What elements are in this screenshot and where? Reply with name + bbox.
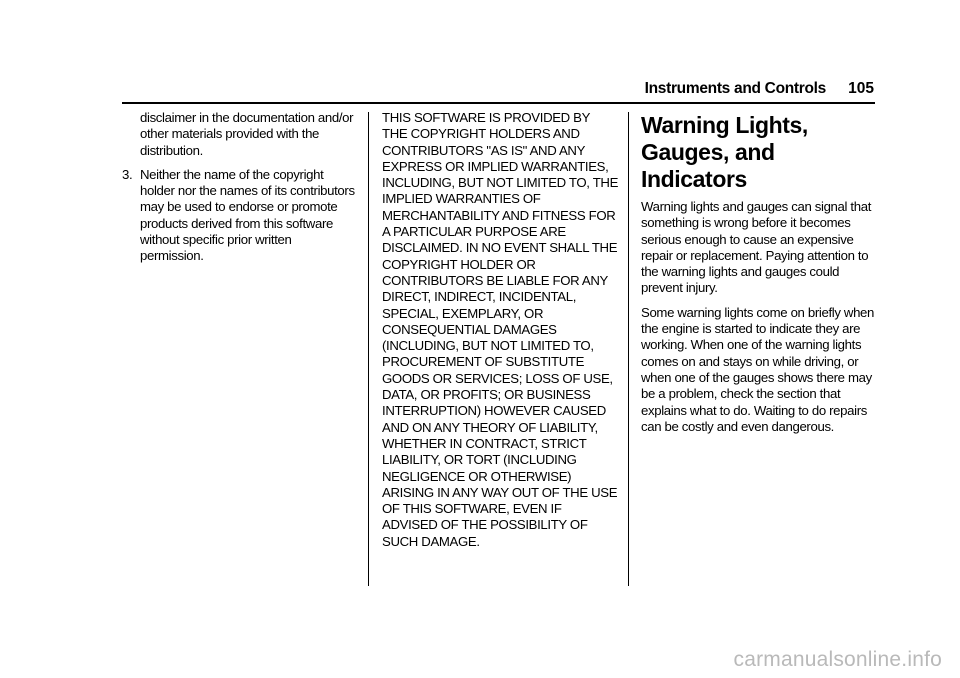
page-number: 105 xyxy=(848,80,874,97)
list-item xyxy=(122,167,358,265)
watermark: carmanualsonline.info xyxy=(733,648,942,671)
list-number: 3. xyxy=(122,166,133,182)
warranty-disclaimer: THIS SOFTWARE IS PROVIDED BY THE COPYRIGHT HOLDERS AND CONTRIBUTORS "AS IS" AND ANY EXPRESS OR IMPLIED WARRANTIES, INCLUDING, BUT NOT LIMITED TO, THE IMPLIED WARRANTIES OF MERCHANTABILITY AND FITNESS FOR A PARTICULAR PURPOSE ARE DISCLAIMED. IN NO EVENT SHALL THE COPYRIGHT HOLDER OR CONTRIBUTORS BE LIABLE FOR ANY DIRECT, INDIRECT, INCIDENTAL, SPECIAL, EXEMPLARY, OR CONSEQUENTIAL DAMAGES (INCLUDING, BUT NOT LIMITED TO, PROCUREMENT OF SUBSTITUTE GOODS OR SERVICES; LOSS OF USE, DATA, OR PROFITS; OR BUSINESS INTERRUPTION) HOWEVER CAUSED AND ON ANY THEORY OF LIABILITY, WHETHER IN CONTRACT, STRICT LIABILITY, OR TORT (INCLUDING NEGLIGENCE OR OTHERWISE) ARISING IN ANY WAY OUT OF THE USE OF THIS SOFTWARE, EVEN IF ADVISED OF THE POSSIBILITY OF SUCH DAMAGE. xyxy=(382,110,619,549)
list-item-text: Neither the name of the copyright holder nor the names of its contributors may be used to endorse or promote products derived from this software without specific prior written permission. xyxy=(140,166,355,264)
column-right xyxy=(641,112,877,443)
column-divider-right xyxy=(628,112,629,586)
header-rule xyxy=(122,102,875,104)
section-heading: Warning Lights, Gauges, and Indicators xyxy=(641,112,808,192)
paragraph-details: Some warning lights come on briefly when the engine is started to indicate they are working. When one of the warning lights comes on and stays on while driving, or when one of the gauges shows there may be a problem, check the section that explains what to do. Waiting to do repairs can be costly and even dangerous. xyxy=(641,304,875,434)
section-title: Instruments and Controls xyxy=(644,80,826,97)
paragraph-intro: Warning lights and gauges can signal that something is wrong before it becomes serious enough to cause an expensive repair or replacement. Paying attention to the warning lights and gauges could prevent injury. xyxy=(641,199,872,296)
column-divider-left xyxy=(368,112,369,586)
license-continuation: disclaimer in the documentation and/or other materials provided with the distribution. xyxy=(140,110,354,158)
column-left xyxy=(122,110,358,265)
page-header xyxy=(122,80,874,102)
column-middle xyxy=(382,110,618,550)
